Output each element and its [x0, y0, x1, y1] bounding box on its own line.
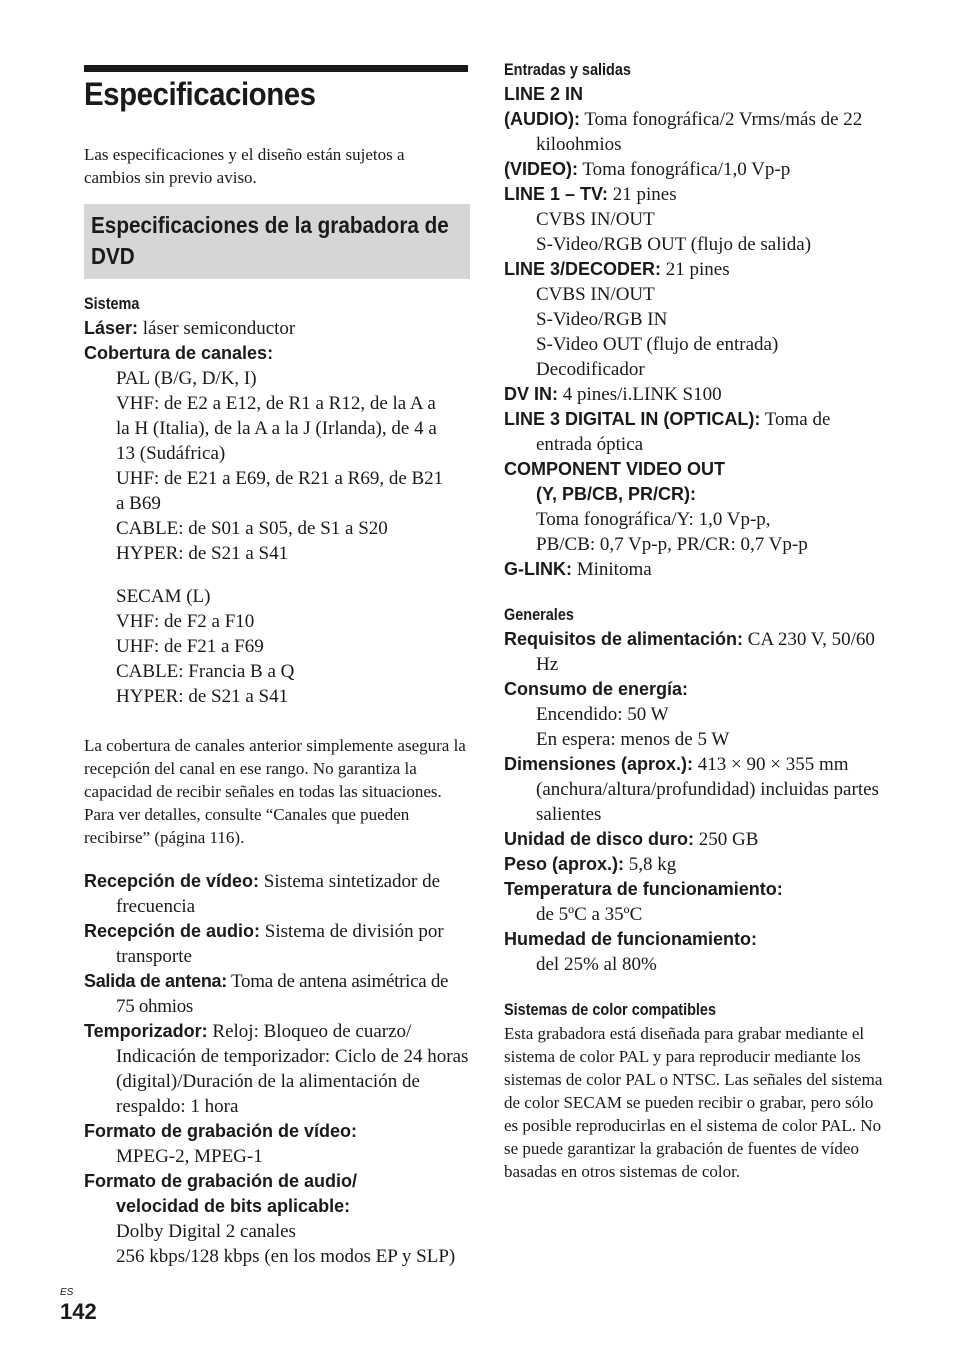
- secam-line: SECAM (L): [116, 586, 211, 607]
- audio-bitrate-value: 256 kbps/128 kbps (en los modos EP y SLP): [116, 1246, 456, 1267]
- component-label-cont: (Y, PB/CB, PR/CR):: [536, 484, 697, 504]
- component-label: COMPONENT VIDEO OUT: [504, 459, 726, 479]
- consumo-label: Consumo de energía:: [504, 679, 689, 699]
- secam-line: HYPER: de S21 a S41: [116, 686, 289, 707]
- generales-block: [504, 602, 890, 977]
- pal-line: UHF: de E21 a E69, de R21 a R69, de B21: [116, 468, 444, 489]
- temp-value: de 5ºC a 35ºC: [536, 904, 643, 925]
- secam-line: VHF: de F2 a F10: [116, 611, 255, 632]
- sistema-specs: [84, 869, 470, 1269]
- temp-label: Temperatura de funcionamiento:: [504, 879, 783, 899]
- antenna-output-spec: Salida de antena: Toma de antena asimétrica de 75 ohmios: [84, 971, 449, 1017]
- hdd-spec: Unidad de disco duro: 250 GB: [504, 829, 759, 850]
- line3-digital-spec: LINE 3 DIGITAL IN (OPTICAL): Toma de entrada óptica: [504, 409, 831, 455]
- page-title: Especificaciones: [84, 76, 316, 112]
- color-text: Esta grabadora está diseñada para grabar mediante el sistema de color PAL y para reproducir mediante los sistemas de color PAL o NTSC. Las señales del sistema de color SECAM se pueden recibir o grabar, pero sólo es posible reproducirlas en el sistema de color PAL. No se puede garantizar la grabación de fuentes de vídeo basadas en otros sistemas de color.: [504, 1024, 883, 1181]
- section-title: Especificaciones de la grabadora de DVD: [91, 212, 449, 269]
- video-reception-spec: Recepción de vídeo: Sistema sintetizador de frecuencia: [84, 871, 441, 917]
- dimensions-spec: Dimensiones (aprox.): 413 × 90 × 355 mm (anchura/altura/profundidad) incluidas partes salientes: [504, 754, 879, 825]
- pal-line: CABLE: de S01 a S05, de S1 a S20: [116, 518, 388, 539]
- line2-label: LINE 2 IN: [504, 84, 584, 104]
- audio-format-label-cont: velocidad de bits aplicable:: [116, 1196, 351, 1216]
- video-format-label: Formato de grabación de vídeo:: [84, 1121, 358, 1141]
- cobertura-label: Cobertura de canales:: [84, 343, 274, 363]
- pal-coverage: [84, 366, 470, 566]
- dv-in-spec: DV IN: 4 pines/i.LINK S100: [504, 384, 722, 405]
- line3-detail: Decodificador: [536, 359, 645, 380]
- line3-detail: S-Video/RGB IN: [536, 309, 668, 330]
- pal-line: VHF: de E2 a E12, de R1 a R12, de la A a: [116, 393, 436, 414]
- video-in-spec: (VIDEO): Toma fonográfica/1,0 Vp-p: [504, 159, 791, 180]
- pal-line: HYPER: de S21 a S41: [116, 543, 289, 564]
- color-block: [504, 997, 890, 1183]
- pal-line: a B69: [116, 493, 161, 514]
- audio-in-spec: (AUDIO): Toma fonográfica/2 Vrms/más de 22 kiloohmios: [504, 109, 863, 155]
- sistema-heading: Sistema: [84, 294, 140, 313]
- component-value: Toma fonográfica/Y: 1,0 Vp-p,: [536, 509, 771, 530]
- pal-line: PAL (B/G, D/K, I): [116, 368, 257, 389]
- audio-format-label: Formato de grabación de audio/: [84, 1171, 358, 1191]
- pal-line: 13 (Sudáfrica): [116, 443, 226, 464]
- audio-reception-spec: Recepción de audio: Sistema de división por transporte: [84, 921, 444, 967]
- line3-detail: S-Video OUT (flujo de entrada): [536, 334, 779, 355]
- section-header: [84, 204, 470, 279]
- secam-line: UHF: de F21 a F69: [116, 636, 264, 657]
- line3-spec: LINE 3/DECODER: 21 pines: [504, 259, 730, 280]
- language-tag: ES: [60, 1287, 74, 1298]
- line1-spec: LINE 1 – TV: 21 pines: [504, 184, 677, 205]
- line1-detail: S-Video/RGB OUT (flujo de salida): [536, 234, 812, 255]
- generales-heading: Generales: [504, 605, 574, 624]
- page-number: 142: [60, 1299, 97, 1324]
- weight-spec: Peso (aprox.): 5,8 kg: [504, 854, 677, 875]
- line3-detail: CVBS IN/OUT: [536, 284, 655, 305]
- color-heading: Sistemas de color compatibles: [504, 1000, 717, 1019]
- component-value-cont: PB/CB: 0,7 Vp-p, PR/CR: 0,7 Vp-p: [536, 534, 808, 555]
- consumo-detail: Encendido: 50 W: [536, 704, 669, 725]
- title-rule: [84, 65, 468, 72]
- line1-detail: CVBS IN/OUT: [536, 209, 655, 230]
- timer-spec: Temporizador: Reloj: Bloqueo de cuarzo/ Indicación de temporizador: Ciclo de 24 horas (digital)/Duración de la alimentación de respaldo: 1 hora: [84, 1021, 469, 1117]
- entradas-block: [504, 57, 890, 582]
- laser-spec: Láser: láser semiconductor: [84, 318, 296, 339]
- consumo-detail: En espera: menos de 5 W: [536, 729, 730, 750]
- secam-line: CABLE: Francia B a Q: [116, 661, 295, 682]
- humidity-value: del 25% al 80%: [536, 954, 657, 975]
- sistema-block: [84, 291, 470, 709]
- humidity-label: Humedad de funcionamiento:: [504, 929, 758, 949]
- video-format-value: MPEG-2, MPEG-1: [116, 1146, 263, 1167]
- coverage-note: La cobertura de canales anterior simplemente asegura la recepción del canal en ese rango. No garantiza la capacidad de recibir señales en todas las situaciones. Para ver detalles, consulte “Canales que pueden recibirse” (página 116).: [84, 736, 466, 847]
- power-req-spec: Requisitos de alimentación: CA 230 V, 50/60 Hz: [504, 629, 875, 675]
- intro-text: Las especificaciones y el diseño están sujetos a cambios sin previo aviso.: [84, 145, 405, 187]
- glink-spec: G-LINK: Minitoma: [504, 559, 652, 580]
- audio-format-value: Dolby Digital 2 canales: [116, 1221, 296, 1242]
- pal-line: la H (Italia), de la A a la J (Irlanda), de 4 a: [116, 418, 437, 439]
- entradas-heading: Entradas y salidas: [504, 60, 631, 79]
- secam-coverage: [84, 584, 470, 709]
